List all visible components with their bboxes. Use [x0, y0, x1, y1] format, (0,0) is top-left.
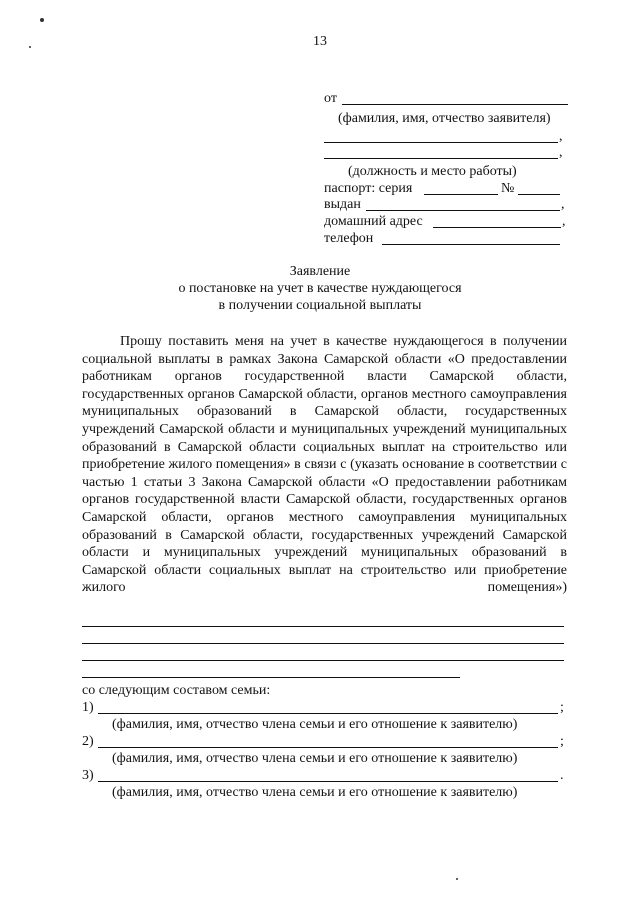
family-member-caption: (фамилия, имя, отчество члена семьи и его отношение к заявителю) [112, 751, 518, 766]
address-label: домашний адрес [324, 214, 423, 229]
family-member-number: 2) [82, 734, 94, 749]
reason-line-1[interactable] [82, 626, 564, 627]
line-end-mark: ; [560, 734, 564, 749]
reason-line-4[interactable] [82, 677, 460, 678]
comma: , [559, 129, 563, 144]
family-member-number: 1) [82, 700, 94, 715]
family-member-caption: (фамилия, имя, отчество члена семьи и его отношение к заявителю) [112, 717, 518, 732]
family-intro: со следующим составом семьи: [82, 683, 271, 698]
position-field-line[interactable] [324, 158, 558, 159]
document-subtitle-2: в получении социальной выплаты [218, 298, 422, 313]
family-member-caption: (фамилия, имя, отчество члена семьи и его отношение к заявителю) [112, 785, 518, 800]
family-member-line[interactable] [98, 747, 558, 748]
scan-speck [29, 46, 31, 48]
issued-field-line[interactable] [366, 210, 560, 211]
page-number: 13 [313, 34, 327, 49]
comma: , [562, 214, 566, 229]
comma: , [561, 197, 565, 212]
issued-label: выдан [324, 197, 361, 212]
from-field-line[interactable] [342, 104, 568, 105]
scan-speck [40, 18, 44, 22]
family-member-number: 3) [82, 768, 94, 783]
line-end-mark: . [560, 768, 564, 783]
name-caption: (фамилия, имя, отчество заявителя) [338, 111, 551, 126]
family-member-line[interactable] [98, 713, 558, 714]
address-field-line[interactable] [433, 227, 561, 228]
comma: , [559, 145, 563, 160]
document-title: Заявление [289, 264, 351, 279]
application-body-text: Прошу поставить меня на учет в качестве нуждающегося в получении социальной выплаты в рамках Закона Самарской области «О предоставлении работникам органов государственной власти Самарской области, государственных органов Самарской области, органов местного самоуправления муниципальных образований в Самарской области, государственных учреждений Самарской области и муниципальных учреждений муниципальных образований в Самарской области социальных выплат на строительство или приобретение жилого помещения» в связи с (указать основание в соответствии с частью 1 статьи 3 Закона Самарской области «О предоставлении работникам органов государственной власти Самарской области, государственных органов Самарской области, органов местного самоуправления муниципальных образований в Самарской области, государственных учреждений Самарской области и муниципальных учреждений муниципальных образований в Самарской области социальных выплат на строительство или приобретение жилого помещения») [82, 334, 567, 596]
phone-field-line[interactable] [382, 244, 560, 245]
position-caption: (должность и место работы) [348, 164, 517, 179]
passport-series-line[interactable] [424, 194, 498, 195]
passport-number-line[interactable] [518, 194, 560, 195]
phone-label: телефон [324, 231, 374, 246]
reason-line-3[interactable] [82, 660, 564, 661]
reason-line-2[interactable] [82, 643, 564, 644]
application-body [82, 333, 567, 597]
number-label: № [501, 181, 515, 196]
scan-speck [456, 878, 458, 880]
passport-label: паспорт: серия [324, 181, 413, 196]
document-subtitle-1: о постановке на учет в качестве нуждающегося [178, 281, 462, 296]
name-field-line-2[interactable] [324, 142, 558, 143]
line-end-mark: ; [560, 700, 564, 715]
from-label: от [324, 91, 337, 106]
family-member-line[interactable] [98, 781, 558, 782]
